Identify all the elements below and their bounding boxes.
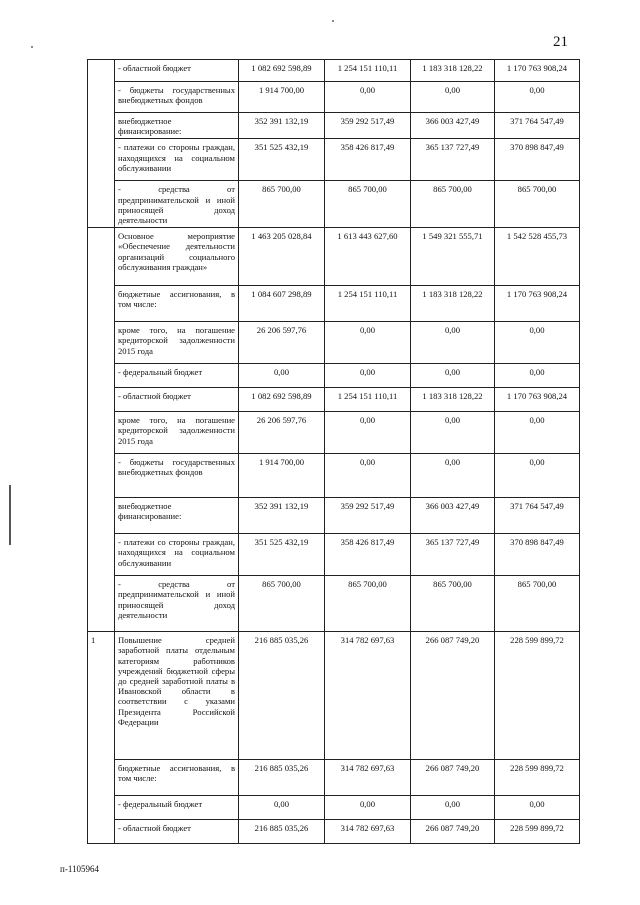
- description-cell: - федеральный бюджет: [115, 796, 239, 820]
- value-2019-cell: 0,00: [495, 796, 580, 820]
- value-2019-cell: 1 170 763 908,24: [495, 60, 580, 82]
- table-row: [88, 82, 580, 113]
- value-2018-cell: 1 183 318 128,22: [411, 388, 495, 412]
- value-2017-cell: 0,00: [325, 322, 411, 364]
- table-row: [88, 534, 580, 576]
- value-2019-cell: 0,00: [495, 364, 580, 388]
- budget-table-body: [88, 60, 580, 844]
- value-2018-cell: 365 137 727,49: [411, 534, 495, 576]
- value-2019-cell: 1 170 763 908,24: [495, 286, 580, 322]
- table-row: [88, 139, 580, 181]
- table-row: [88, 820, 580, 844]
- table-row: [88, 286, 580, 322]
- value-2018-cell: 366 003 427,49: [411, 113, 495, 139]
- description-cell: кроме того, на погашение кредиторской задолженности 2015 года: [115, 412, 239, 454]
- value-2018-cell: 1 183 318 128,22: [411, 286, 495, 322]
- value-2019-cell: 228 599 899,72: [495, 632, 580, 760]
- value-2019-cell: 228 599 899,72: [495, 760, 580, 796]
- value-2017-cell: 1 254 151 110,11: [325, 60, 411, 82]
- value-2017-cell: 1 254 151 110,11: [325, 388, 411, 412]
- description-cell: - бюджеты государственных внебюджетных фондов: [115, 82, 239, 113]
- value-2016-cell: 1 914 700,00: [239, 454, 325, 498]
- value-2019-cell: 0,00: [495, 82, 580, 113]
- table-row: [88, 576, 580, 632]
- table-row: [88, 388, 580, 412]
- description-cell: - областной бюджет: [115, 820, 239, 844]
- value-2018-cell: 865 700,00: [411, 576, 495, 632]
- value-2016-cell: 1 463 205 028,84: [239, 228, 325, 286]
- value-2016-cell: 26 206 597,76: [239, 412, 325, 454]
- description-cell: кроме того, на погашение кредиторской задолженности 2015 года: [115, 322, 239, 364]
- row-number-cell: 1: [88, 632, 115, 844]
- value-2016-cell: 0,00: [239, 364, 325, 388]
- value-2017-cell: 0,00: [325, 412, 411, 454]
- value-2016-cell: 351 525 432,19: [239, 534, 325, 576]
- value-2018-cell: 0,00: [411, 412, 495, 454]
- table-row: [88, 60, 580, 82]
- value-2019-cell: 0,00: [495, 412, 580, 454]
- table-row: [88, 412, 580, 454]
- value-2017-cell: 358 426 817,49: [325, 139, 411, 181]
- value-2019-cell: 1 170 763 908,24: [495, 388, 580, 412]
- value-2019-cell: 865 700,00: [495, 576, 580, 632]
- value-2018-cell: 266 087 749,20: [411, 760, 495, 796]
- table-row: [88, 364, 580, 388]
- scan-speck: [332, 20, 334, 22]
- table-row: [88, 796, 580, 820]
- value-2016-cell: 216 885 035,26: [239, 820, 325, 844]
- value-2017-cell: 314 782 697,63: [325, 820, 411, 844]
- description-cell: Основное мероприятие «Обеспечение деятельности организаций социального обслуживания граждан»: [115, 228, 239, 286]
- page-number: 21: [553, 34, 568, 50]
- description-cell: - платежи со стороны граждан, находящихся на социальном обслуживании: [115, 139, 239, 181]
- value-2016-cell: 865 700,00: [239, 576, 325, 632]
- value-2018-cell: 0,00: [411, 364, 495, 388]
- table-row: [88, 322, 580, 364]
- description-cell: - федеральный бюджет: [115, 364, 239, 388]
- description-cell: бюджетные ассигнования, в том числе:: [115, 760, 239, 796]
- table-row: [88, 498, 580, 534]
- value-2017-cell: 0,00: [325, 364, 411, 388]
- value-2017-cell: 314 782 697,63: [325, 760, 411, 796]
- table-row: [88, 760, 580, 796]
- table-row: [88, 181, 580, 228]
- margin-mark: [9, 485, 11, 545]
- value-2017-cell: 1 254 151 110,11: [325, 286, 411, 322]
- value-2019-cell: 0,00: [495, 322, 580, 364]
- table-row: [88, 113, 580, 139]
- value-2018-cell: 0,00: [411, 454, 495, 498]
- value-2018-cell: 366 003 427,49: [411, 498, 495, 534]
- description-cell: внебюджетное финансирование:: [115, 498, 239, 534]
- description-cell: - средства от предпринимательской и иной приносящей доход деятельности: [115, 181, 239, 228]
- value-2016-cell: 352 391 132,19: [239, 113, 325, 139]
- value-2016-cell: 216 885 035,26: [239, 632, 325, 760]
- value-2016-cell: 1 084 607 298,89: [239, 286, 325, 322]
- description-cell: - областной бюджет: [115, 60, 239, 82]
- description-cell: - платежи со стороны граждан, находящихся на социальном обслуживании: [115, 534, 239, 576]
- budget-table: [87, 59, 580, 844]
- value-2017-cell: 359 292 517,49: [325, 113, 411, 139]
- row-number-cell: [88, 60, 115, 228]
- value-2017-cell: 358 426 817,49: [325, 534, 411, 576]
- description-cell: внебюджетное финансирование:: [115, 113, 239, 139]
- value-2016-cell: 1 914 700,00: [239, 82, 325, 113]
- description-cell: бюджетные ассигнования, в том числе:: [115, 286, 239, 322]
- value-2018-cell: 365 137 727,49: [411, 139, 495, 181]
- value-2019-cell: 370 898 847,49: [495, 534, 580, 576]
- value-2019-cell: 371 764 547,49: [495, 113, 580, 139]
- value-2018-cell: 1 183 318 128,22: [411, 60, 495, 82]
- value-2018-cell: 1 549 321 555,71: [411, 228, 495, 286]
- value-2018-cell: 266 087 749,20: [411, 632, 495, 760]
- value-2019-cell: 1 542 528 455,73: [495, 228, 580, 286]
- value-2016-cell: 865 700,00: [239, 181, 325, 228]
- value-2017-cell: 0,00: [325, 82, 411, 113]
- value-2018-cell: 266 087 749,20: [411, 820, 495, 844]
- value-2018-cell: 0,00: [411, 796, 495, 820]
- value-2017-cell: 865 700,00: [325, 181, 411, 228]
- row-number-cell: [88, 228, 115, 632]
- description-cell: - областной бюджет: [115, 388, 239, 412]
- table-row: [88, 632, 580, 760]
- value-2017-cell: 0,00: [325, 454, 411, 498]
- description-cell: Повышение средней заработной платы отдельным категориям работников учреждений бюджетной сферы до средней заработной платы в Ивановской области в соответствии с указами Президента Российской Федерации: [115, 632, 239, 760]
- description-cell: - бюджеты государственных внебюджетных фондов: [115, 454, 239, 498]
- value-2017-cell: 1 613 443 627,60: [325, 228, 411, 286]
- value-2016-cell: 351 525 432,19: [239, 139, 325, 181]
- value-2016-cell: 0,00: [239, 796, 325, 820]
- description-cell: - средства от предпринимательской и иной приносящей доход деятельности: [115, 576, 239, 632]
- table-row: [88, 454, 580, 498]
- value-2018-cell: 865 700,00: [411, 181, 495, 228]
- value-2016-cell: 216 885 035,26: [239, 760, 325, 796]
- table-row: [88, 228, 580, 286]
- value-2016-cell: 1 082 692 598,89: [239, 60, 325, 82]
- value-2016-cell: 352 391 132,19: [239, 498, 325, 534]
- value-2017-cell: 0,00: [325, 796, 411, 820]
- value-2017-cell: 865 700,00: [325, 576, 411, 632]
- value-2017-cell: 359 292 517,49: [325, 498, 411, 534]
- footer-code: п-1105964: [60, 864, 99, 874]
- value-2019-cell: 0,00: [495, 454, 580, 498]
- value-2016-cell: 1 082 692 598,89: [239, 388, 325, 412]
- value-2019-cell: 865 700,00: [495, 181, 580, 228]
- scan-speck: [31, 46, 33, 48]
- value-2017-cell: 314 782 697,63: [325, 632, 411, 760]
- value-2018-cell: 0,00: [411, 82, 495, 113]
- value-2019-cell: 228 599 899,72: [495, 820, 580, 844]
- value-2018-cell: 0,00: [411, 322, 495, 364]
- value-2019-cell: 371 764 547,49: [495, 498, 580, 534]
- value-2016-cell: 26 206 597,76: [239, 322, 325, 364]
- value-2019-cell: 370 898 847,49: [495, 139, 580, 181]
